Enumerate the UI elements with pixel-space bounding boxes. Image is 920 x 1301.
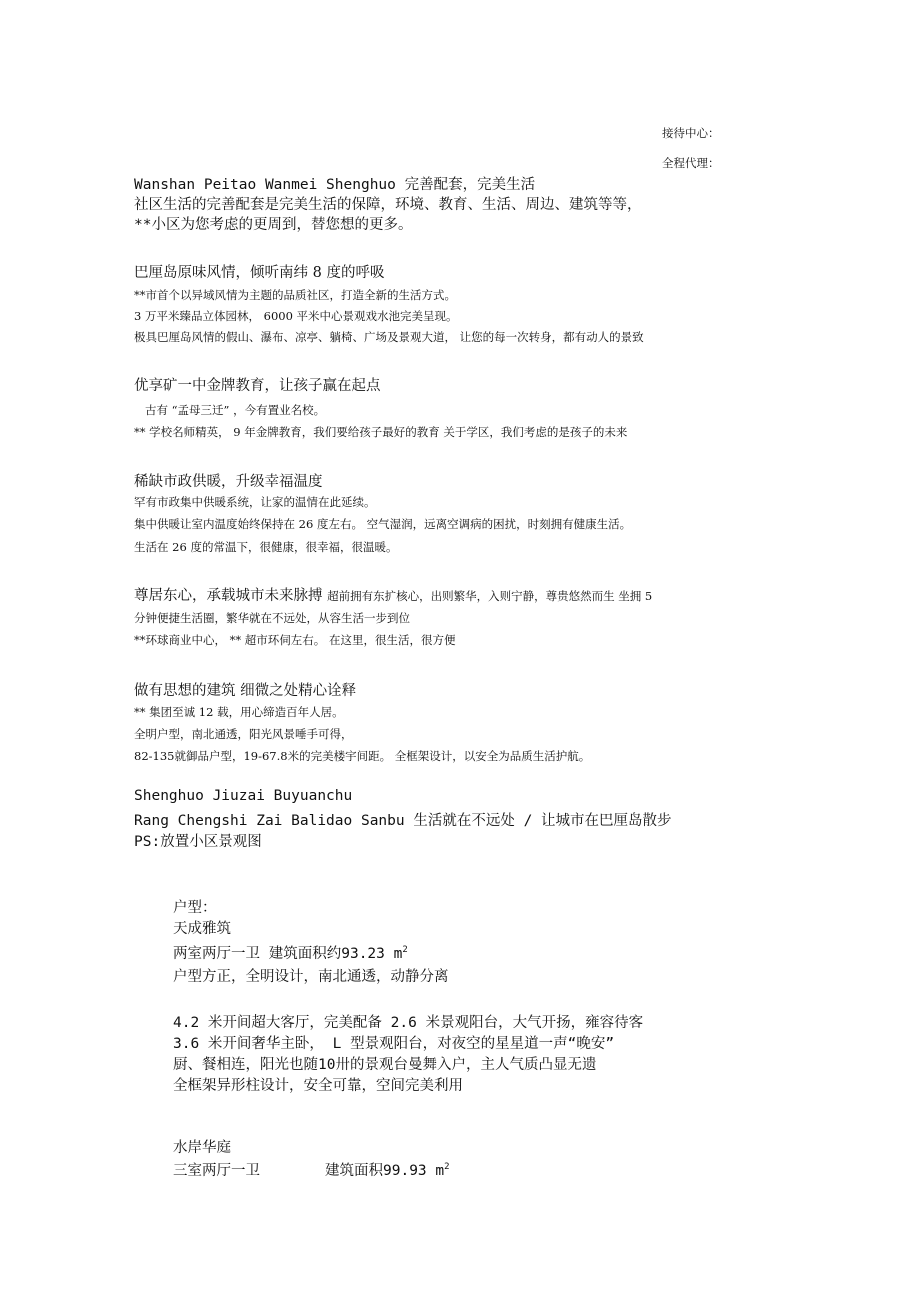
floorplan-name-a: 天成雅筑	[173, 921, 231, 937]
section-line: **市首个以异域风情为主题的品质社区，打造全新的生活方式。	[134, 288, 456, 302]
closing-note: PS:放置小区景观图	[134, 834, 262, 850]
section-line: ** 学校名师精英， 9 年金牌教育，我们要给孩子最好的教育 关于学区，我们考虑的是孩子的未来	[134, 425, 628, 439]
section-line: 集中供暖让室内温度始终保持在 26 度左右。 空气湿润，远离空调病的困扰，时刻拥有健康生活。	[134, 517, 632, 531]
floorplan-rooms-b: 三室两厅一卫	[173, 1163, 260, 1179]
section-heading-location-text: 尊居东心，承载城市未来脉搏	[134, 588, 323, 604]
section-line: ** 集团至诚 12 载，用心缔造百年人居。	[134, 705, 344, 719]
section-line: **环球商业中心， ** 超市环伺左右。 在这里，很生活，很方便	[134, 633, 456, 647]
section-heading-building: 做有思想的建筑 细微之处精心诠释	[134, 683, 357, 699]
intro-title: Wanshan Peitao Wanmei Shenghuo 完善配套，完美生活	[134, 177, 536, 193]
floorplan-area-a-text: 两室两厅一卫 建筑面积约93.23 m	[173, 946, 403, 962]
section-line: 全明户型，南北通透，阳光风景唾手可得，	[134, 727, 353, 741]
section-line: 生活在 26 度的常温下，很健康，很幸福，很温暖。	[134, 540, 398, 554]
section-heading-location	[134, 584, 652, 605]
reception-center-label: 接待中心：	[662, 126, 720, 140]
floorplan-desc: 全框架异形柱设计，安全可靠，空间完美利用	[173, 1078, 463, 1094]
intro-line: **小区为您考虑的更周到，替您想的更多。	[134, 217, 413, 233]
floorplan-desc: 厨、餐相连，阳光也随10卅的景观台曼舞入户，主人气质凸显无遗	[173, 1057, 597, 1073]
floorplan-area-b	[325, 1159, 450, 1180]
floorplan-area-a-sup: 2	[402, 945, 408, 956]
section-line: 分钟便捷生活圈，繁华就在不远处，从容生活一步到位	[134, 611, 410, 625]
closing-line: Rang Chengshi Zai Balidao Sanbu 生活就在不远处 / 让城市在巴厘岛散步	[134, 813, 672, 829]
closing-line: Shenghuo Jiuzai Buyuanchu	[134, 788, 353, 804]
section-heading-location-tail: 超前拥有东扩核心，出则繁华，入则宁静，尊贵悠然而生 坐拥 5	[327, 589, 653, 603]
section-heading-education: 优享矿一中金牌教育，让孩子赢在起点	[134, 378, 381, 394]
floorplan-desc: 3.6 米开间奢华主卧， L 型景观阳台，对夜空的星星道一声“晚安”	[173, 1036, 615, 1052]
section-line: 古有 “孟母三迁” ，今有置业名校。	[145, 403, 326, 417]
section-heading-heating: 稀缺市政供暖，升级幸福温度	[134, 474, 323, 490]
section-heading-bali: 巴厘岛原味风情，倾听南纬 8 度的呼吸	[134, 265, 385, 281]
section-line: 3 万平米臻品立体园林， 6000 平米中心景观戏水池完美呈现。	[134, 309, 458, 323]
section-line: 82-135就御品户型，19-67.8米的完美楼宇间距。 全框架设计，以安全为品质生活护航。	[134, 749, 591, 763]
floorplan-label: 户型：	[173, 900, 217, 916]
floorplan-area-b-sup: 2	[444, 1162, 450, 1173]
floorplan-area-b-text: 建筑面积99.93 m	[325, 1163, 445, 1179]
floorplan-area-a	[173, 942, 408, 963]
section-line: 罕有市政集中供暖系统，让家的温情在此延续。	[134, 495, 376, 509]
intro-line: 社区生活的完善配套是完美生活的保障，环境、教育、生活、周边、建筑等等，	[134, 197, 642, 213]
section-line: 极具巴厘岛风情的假山、瀑布、凉亭、躺椅、广场及景观大道， 让您的每一次转身，都有动人的景致	[134, 330, 644, 344]
floorplan-desc: 户型方正，全明设计，南北通透，动静分离	[173, 969, 449, 985]
agent-label: 全程代理：	[662, 156, 720, 170]
floorplan-name-b: 水岸华庭	[173, 1140, 231, 1156]
floorplan-desc: 4.2 米开间超大客厅，完美配备 2.6 米景观阳台，大气开扬，雍容待客	[173, 1015, 644, 1031]
